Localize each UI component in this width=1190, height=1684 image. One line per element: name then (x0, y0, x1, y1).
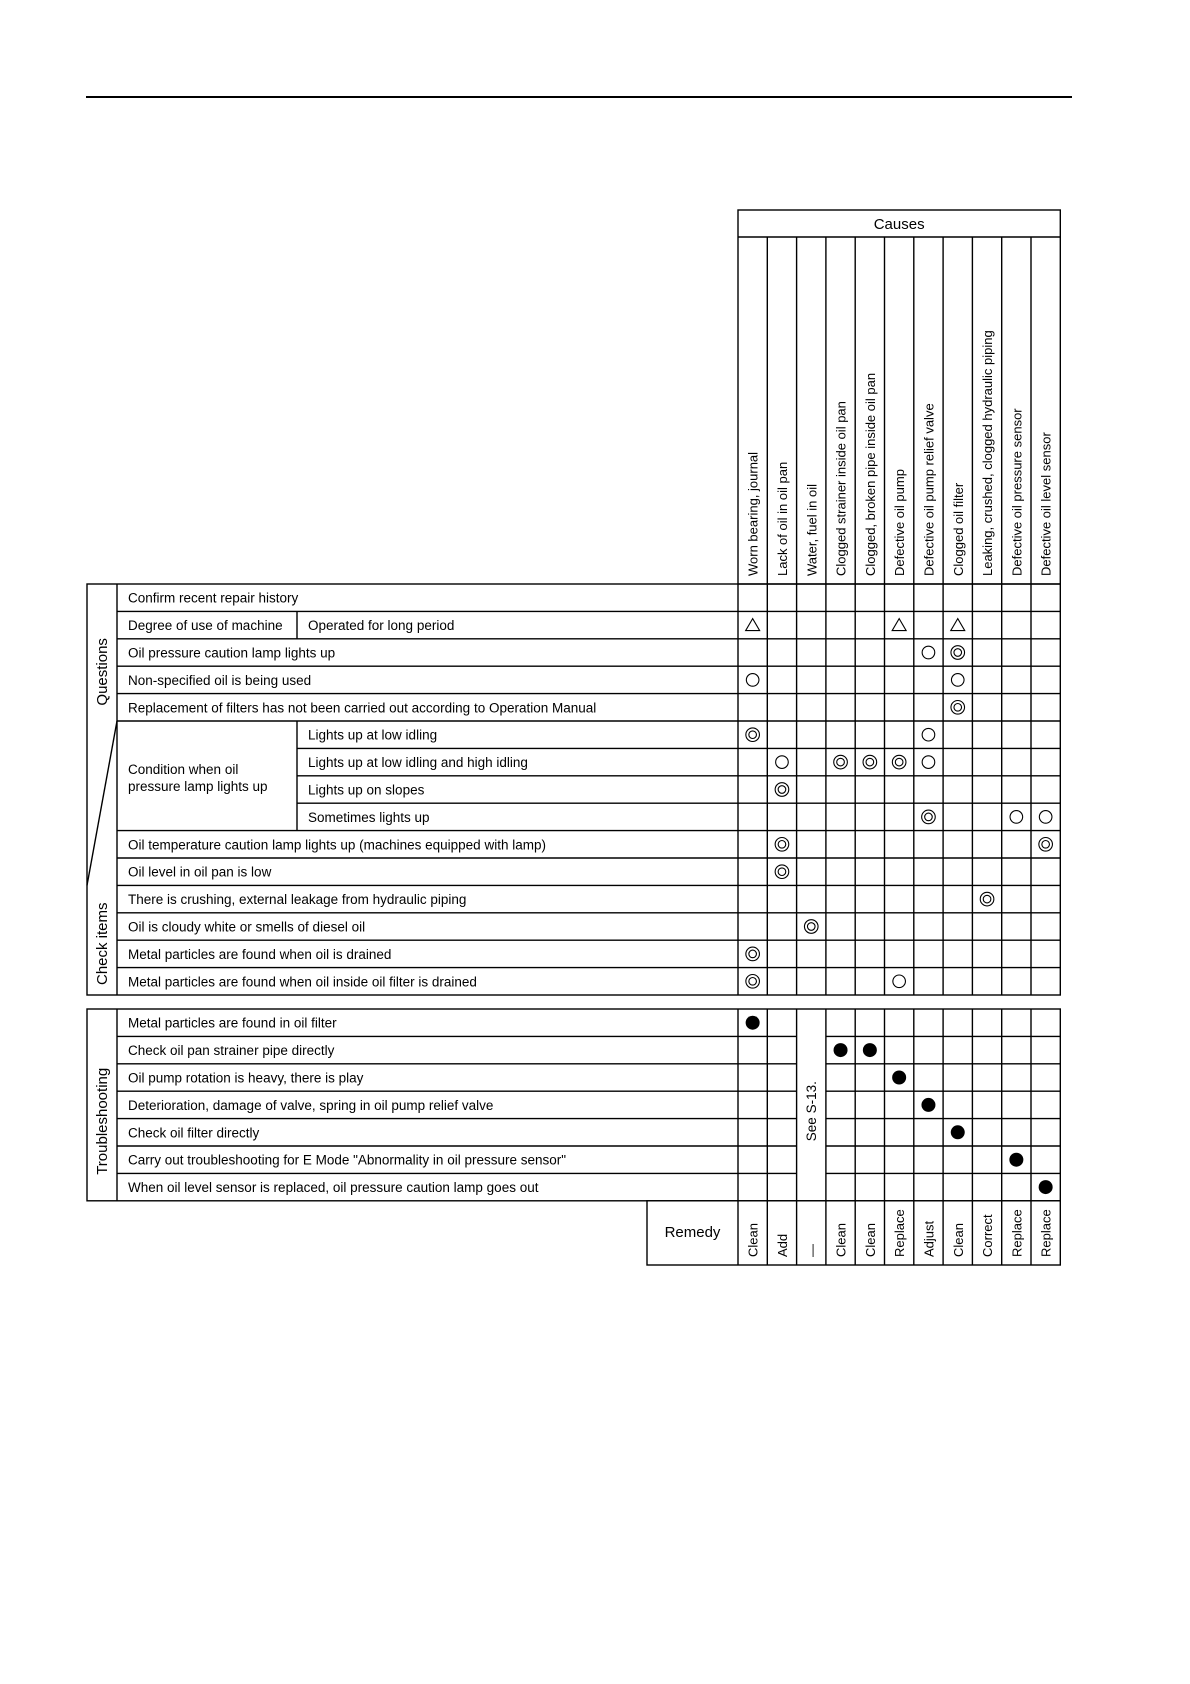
q-mark-r7-c4-double-circle-mark (834, 755, 848, 769)
q-mark-r13-c3-double-circle-mark (804, 920, 818, 934)
q-mark-r10-c11-double-circle-inner (1042, 841, 1050, 849)
t-mark-r7-c11-filled-circle-mark (1039, 1180, 1053, 1194)
question-row-label-15: Metal particles are found when oil inside oil filter is drained (128, 974, 477, 990)
section-label-check-items: Check items (94, 902, 111, 985)
troubleshooting-row-label-2: Check oil pan strainer pipe directly (128, 1043, 335, 1059)
remedy-11: Replace (1038, 1209, 1054, 1257)
q-mark-r3-c8-double-circle-mark (951, 646, 965, 660)
q-mark-r7-c6-double-circle-mark (892, 755, 906, 769)
remedy-3: — (804, 1244, 820, 1257)
q-mark-r11-c2-double-circle-mark (775, 865, 789, 879)
t-mark-r5-c8-filled-circle-mark (951, 1125, 965, 1139)
q-mark-r7-c5-double-circle-inner (866, 758, 874, 766)
q-mark-r15-c6-circle-mark (893, 975, 906, 988)
remedy-1: Clean (745, 1223, 761, 1257)
cause-label-5: Clogged, broken pipe inside oil pan (862, 372, 878, 576)
t-mark-r1-c1-filled-circle-mark (746, 1016, 760, 1030)
q-mark-r4-c1-circle-mark (746, 674, 759, 687)
q-mark-r8-c2-double-circle-inner (778, 786, 786, 794)
q-mark-r5-c8-double-circle-mark (951, 701, 965, 715)
t-mark-r2-c5-filled-circle-mark (863, 1043, 877, 1057)
q-mark-r15-c1-double-circle-inner (749, 978, 757, 986)
q-mark-r4-c8-circle-mark (951, 674, 964, 687)
remedy-5: Clean (862, 1223, 878, 1257)
cause-label-9: Leaking, crushed, clogged hydraulic piping (980, 330, 996, 576)
q-mark-r13-c3-double-circle-inner (807, 923, 815, 931)
q-mark-r7-c5-double-circle-mark (863, 755, 877, 769)
troubleshooting-row-label-4: Deterioration, damage of valve, spring in oil pump relief valve (128, 1097, 494, 1113)
t-mark-r6-c10-filled-circle-mark (1009, 1153, 1023, 1167)
t-mark-r4-c7-filled-circle-mark (921, 1098, 935, 1112)
q-mark-r6-c1-double-circle-mark (746, 728, 760, 742)
q-mark-r2-c1-triangle-mark (746, 619, 760, 631)
question-row-label-9: Sometimes lights up (308, 809, 430, 825)
q-mark-r11-c2-double-circle-inner (778, 868, 786, 876)
question-row-label-12: There is crushing, external leakage from hydraulic piping (128, 892, 467, 908)
q-mark-r9-c7-double-circle-inner (925, 813, 933, 821)
q-mark-r7-c4-double-circle-inner (837, 758, 845, 766)
question-row-sublabel-2: Operated for long period (308, 618, 455, 634)
question-row-label-7: Lights up at low idling and high idling (308, 755, 528, 771)
remedy-8: Clean (950, 1223, 966, 1257)
q-mark-r6-c7-circle-mark (922, 728, 935, 741)
question-row-label-2: Degree of use of machine (128, 618, 283, 634)
remedy-6: Replace (892, 1209, 908, 1257)
q-mark-r8-c2-double-circle-mark (775, 783, 789, 797)
q-mark-r7-c6-double-circle-inner (895, 758, 903, 766)
remedy-4: Clean (833, 1223, 849, 1257)
t-mark-r3-c6-filled-circle-mark (892, 1071, 906, 1085)
cause-label-10: Defective oil pressure sensor (1009, 408, 1025, 576)
troubleshooting-row-label-1: Metal particles are found in oil filter (128, 1015, 337, 1031)
q-mark-r6-c1-double-circle-inner (749, 731, 757, 739)
troubleshooting-row-label-6: Carry out troubleshooting for E Mode "Abnormality in oil pressure sensor" (128, 1152, 567, 1168)
q-mark-r2-c6-triangle-mark (892, 619, 906, 631)
q-mark-r9-c7-double-circle-mark (922, 810, 936, 824)
remedy-7: Adjust (921, 1220, 937, 1257)
cause-label-8: Clogged oil filter (950, 482, 966, 576)
section-diagonal-divider (87, 721, 117, 885)
troubleshooting-row-label-7: When oil level sensor is replaced, oil pressure caution lamp goes out (128, 1180, 539, 1196)
cause-label-11: Defective oil level sensor (1038, 432, 1054, 576)
remedy-10: Replace (1009, 1209, 1025, 1257)
q-mark-r7-c2-circle-mark (776, 756, 789, 769)
question-row-label-8: Lights up on slopes (308, 782, 425, 798)
q-mark-r10-c2-double-circle-mark (775, 838, 789, 852)
condition-group-label: Condition when oil pressure lamp lights up (128, 761, 268, 794)
q-mark-r10-c11-double-circle-mark (1039, 838, 1053, 852)
q-mark-r10-c2-double-circle-inner (778, 841, 786, 849)
troubleshooting-row-label-5: Check oil filter directly (128, 1125, 260, 1141)
q-mark-r3-c8-double-circle-inner (954, 649, 962, 657)
question-row-label-4: Non-specified oil is being used (128, 672, 312, 688)
see-reference-note: See S-13. (804, 1081, 820, 1142)
question-row-label-14: Metal particles are found when oil is drained (128, 946, 392, 962)
question-row-label-1: Confirm recent repair history (128, 590, 299, 606)
t-mark-r2-c4-filled-circle-mark (834, 1043, 848, 1057)
q-mark-r15-c1-double-circle-mark (746, 975, 760, 989)
cause-label-7: Defective oil pump relief valve (921, 403, 937, 576)
cause-label-1: Worn bearing, journal (745, 451, 761, 576)
q-mark-r3-c7-circle-mark (922, 646, 935, 659)
q-mark-r12-c9-double-circle-mark (980, 892, 994, 906)
question-row-label-5: Replacement of filters has not been carried out according to Operation Manual (128, 700, 597, 716)
section-label-questions: Questions (94, 638, 111, 706)
question-row-label-13: Oil is cloudy white or smells of diesel oil (128, 919, 366, 935)
cause-label-6: Defective oil pump (892, 469, 908, 576)
cause-label-2: Lack of oil in oil pan (774, 461, 790, 576)
q-mark-r12-c9-double-circle-inner (983, 895, 991, 903)
cause-label-3: Water, fuel in oil (804, 483, 820, 576)
q-mark-r2-c8-triangle-mark (951, 619, 965, 631)
q-mark-r9-c11-circle-mark (1039, 811, 1052, 824)
question-row-label-6: Lights up at low idling (308, 727, 438, 743)
q-mark-r7-c7-circle-mark (922, 756, 935, 769)
causes-header-title: Causes (873, 216, 925, 233)
q-mark-r14-c1-double-circle-inner (749, 950, 757, 958)
remedy-2: Add (774, 1233, 790, 1257)
remedy-9: Correct (980, 1214, 996, 1257)
remedy-label: Remedy (664, 1223, 721, 1241)
q-mark-r5-c8-double-circle-inner (954, 704, 962, 712)
question-row-label-3: Oil pressure caution lamp lights up (128, 645, 336, 661)
question-row-label-10: Oil temperature caution lamp lights up (machines equipped with lamp) (128, 837, 546, 853)
troubleshooting-row-label-3: Oil pump rotation is heavy, there is play (128, 1070, 364, 1086)
section-label-troubleshooting: Troubleshooting (94, 1067, 111, 1175)
q-mark-r14-c1-double-circle-mark (746, 947, 760, 961)
question-row-label-11: Oil level in oil pan is low (128, 864, 272, 880)
q-mark-r9-c10-circle-mark (1010, 811, 1023, 824)
cause-label-4: Clogged strainer inside oil pan (833, 401, 849, 576)
